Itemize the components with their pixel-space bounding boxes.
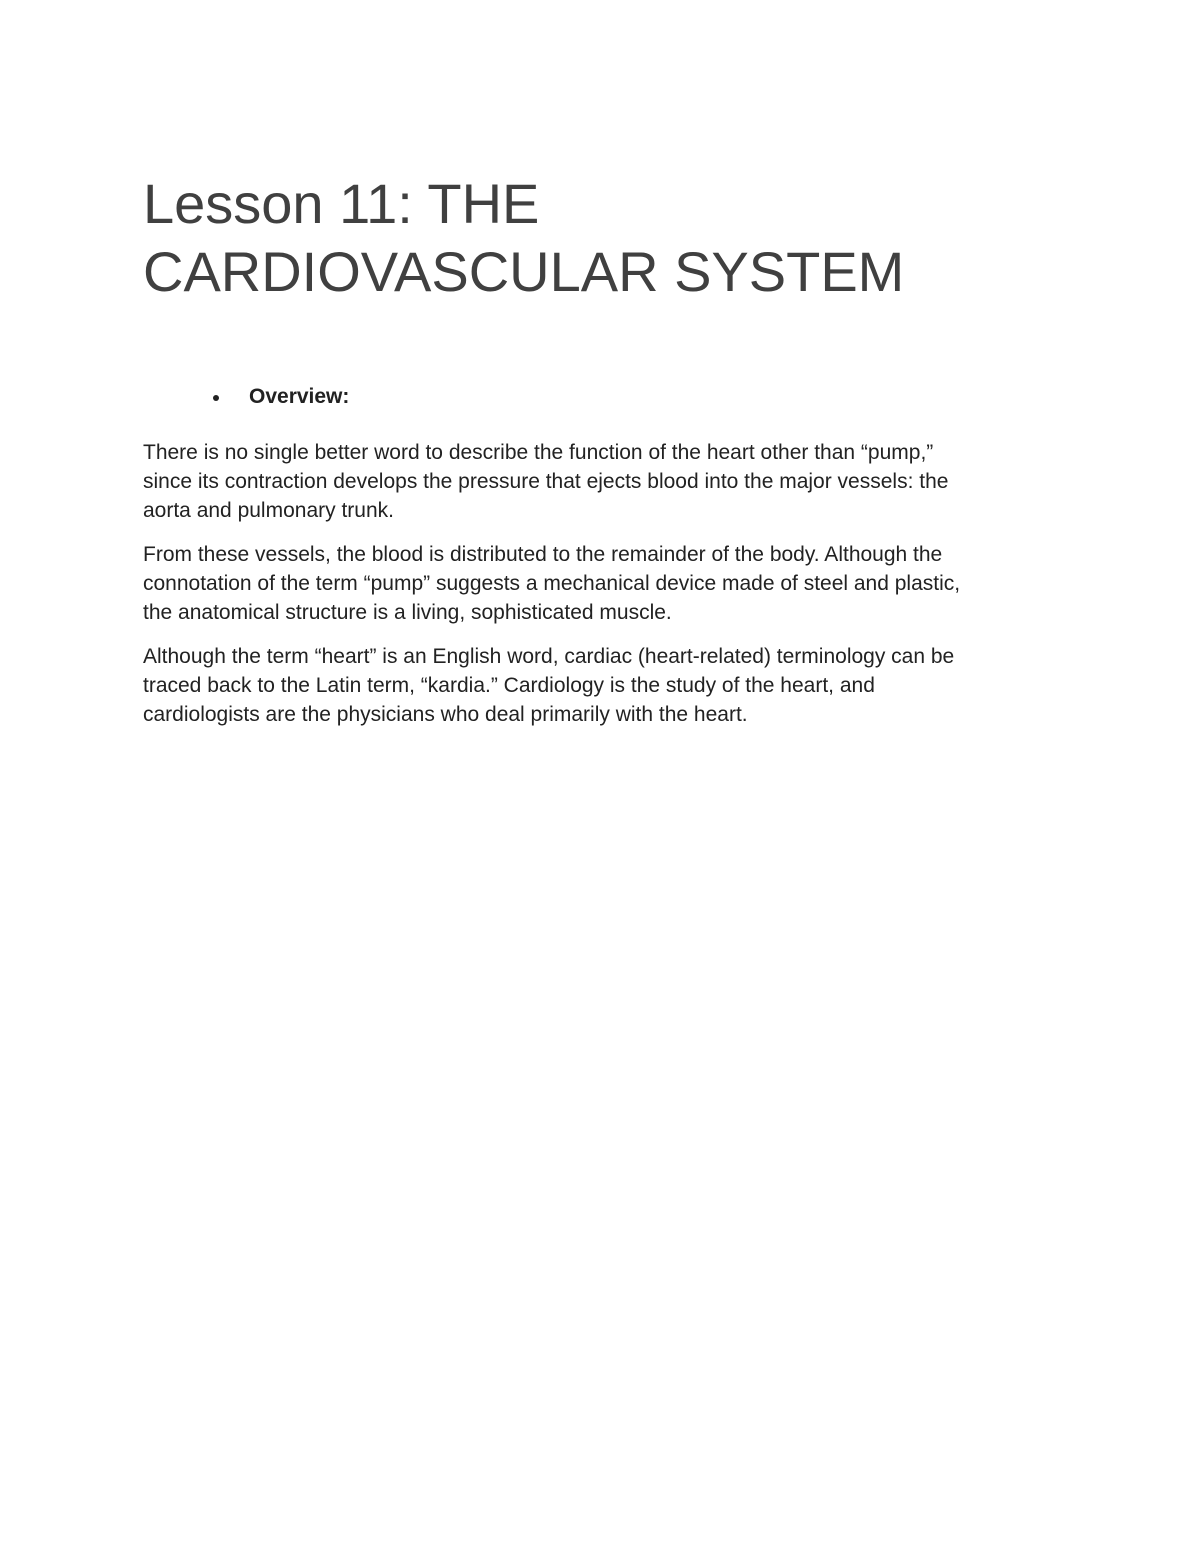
title-line-1: Lesson 11: THE	[143, 172, 540, 235]
paragraph-line: the anatomical structure is a living, sophisticated muscle.	[143, 601, 672, 624]
paragraph-line: From these vessels, the blood is distributed to the remainder of the body. Although the	[143, 543, 943, 566]
paragraph-line: connotation of the term “pump” suggests a mechanical device made of steel and plastic,	[143, 572, 961, 595]
list-item-overview	[143, 382, 349, 412]
bullet-list	[143, 382, 349, 412]
paragraph-line: There is no single better word to describe the function of the heart other than “pump,”	[143, 441, 934, 464]
title-line-2: CARDIOVASCULAR SYSTEM	[143, 240, 905, 303]
bullet-dot-icon	[213, 395, 219, 401]
paragraph-line: cardiologists are the physicians who deal primarily with the heart.	[143, 703, 748, 726]
paragraph-3	[143, 642, 1063, 729]
paragraph-1	[143, 438, 1063, 525]
bullet-label: Overview:	[249, 385, 350, 408]
paragraph-line: traced back to the Latin term, “kardia.” Cardiology is the study of the heart, and	[143, 674, 875, 697]
body-text	[143, 438, 1063, 744]
page-title	[143, 170, 1103, 306]
paragraph-line: Although the term “heart” is an English word, cardiac (heart-related) terminology can be	[143, 645, 955, 668]
paragraph-line: since its contraction develops the pressure that ejects blood into the major vessels: the	[143, 470, 949, 493]
paragraph-2	[143, 540, 1063, 627]
paragraph-line: aorta and pulmonary trunk.	[143, 499, 394, 522]
